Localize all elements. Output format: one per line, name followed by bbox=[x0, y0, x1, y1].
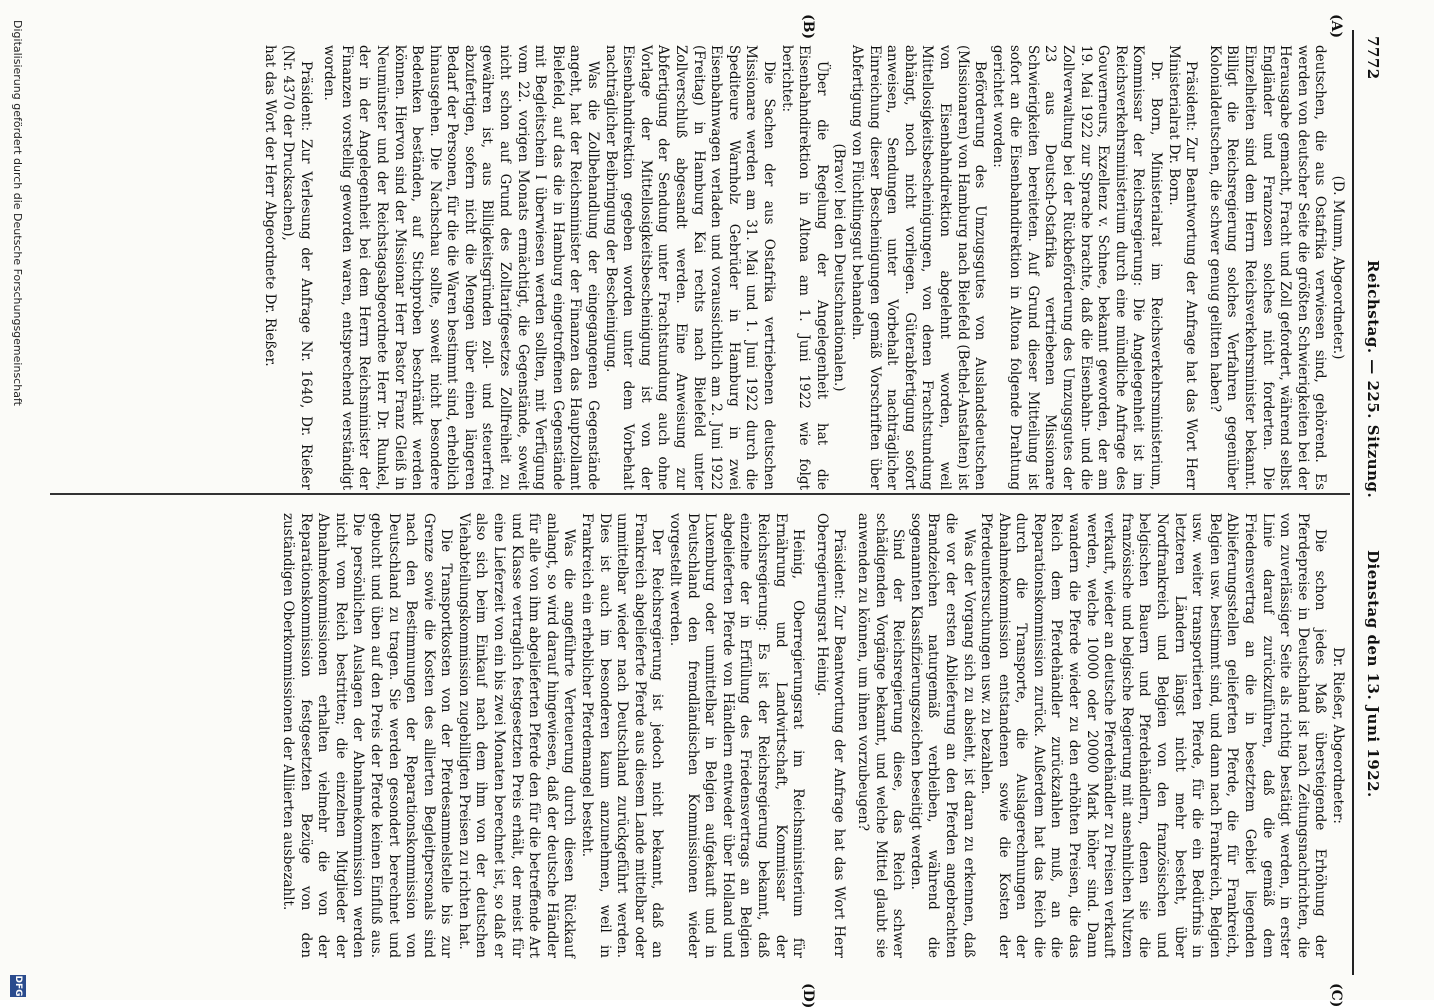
header-rule bbox=[1352, 30, 1354, 975]
paragraph: Was der Vorgang sich zu absieht, ist daran zu erkennen, daß die vor der ersten Ablieferung an den Pferden angebrachten Brandzeichen naturgemäß verbleiben, während die sogenannten Klassifizierungszeichen beseitigt werden. bbox=[907, 513, 977, 958]
paragraph: Über die Regelung der Angelegenheit hat die Eisenbahndirektion in Altona am 1. Juni 1922 wie folgt berichtet: bbox=[778, 45, 830, 490]
paragraph: hat das Wort der Herr Abgeordnete Dr. Rießer. bbox=[262, 45, 279, 367]
paragraph: Dr. Born, Ministerialrat im Reichsverkehrsministerium, Kommissar der Reichsregierung: Die Angelegenheit ist im Reichsverkehrsministerium durch eine mündliche Anfrage des Gouverneurs, Exzellenz v. Schnee, bekannt geworden, der am 19. Mai 1922 zur Sprache brachte, daß die Eisenbahn- und die Zollverwaltung bei der Rückbeförderung des Umzugsgutes der 23 aus Deutsch-Ostafrika vertriebenen Missionare Schwierigkeiten bereiteten. Auf Grund dieser Mitteilung ist sofort an die Eisenbahndirektion in Altona folgende Drahtung gerichtet worden: bbox=[989, 45, 1165, 490]
president-statement: Präsident: Zur Verlesung der Anfrage Nr. 1640, Dr. Rießer (Nr. 4370 der Drucksachen), bbox=[279, 45, 314, 490]
paragraph: Die Transportkosten von der Pferdesammelstelle bis zur Grenze sowie die Kosten des allierten Begleitpersonals sind nach den Bestimmungen der Reparationskommission von Deutschland zu tragen. Sie werden gesondert berechnet und gebucht und üben auf den Preis der Pferde keinen Einfluß aus. Die persönlichen Auslagen der Abnahmekommission werden nicht vom Reich bestritten; die einzelnen Mitglieder der Abnahmekommissionen erhalten vielmehr die von der Reparationskommission festgesetzten Bezüge von den zuständigen Oberkommissionen der Alliierten ausbezahlt. bbox=[279, 513, 455, 958]
margin-marker-a: (A) bbox=[1328, 14, 1344, 39]
interjection: (Bravo! bei den Deutschnationalen.) bbox=[831, 143, 848, 392]
paragraph: Was die Zollbehandlung der eingegangenen Gegenstände angeht, hat der Reichsminister der Finanzen das Hauptzollamt Bielefeld, auf das die in Hamburg eingetroffenen Gegenstände mit Begleitschein I überwiesen werden sollten, mit Verfügung vom 22. vorigen Monats ermächtigt, die Gegenstände, soweit nicht schon auf Grund des Zolltarifgesetzes Zollfreiheit zu gewähren ist, aus Billigkeitsgründen zoll- und steuerfrei abzufertigen, sofern nicht die Mengen über einen längeren Bedarf der Personen, für die die Waren bestimmt sind, erheblich hinausgehen. Die Nachschau sollte, soweit nicht besondere Bedenken beständen, auf Stichproben beschränkt werden können. Hiervon sind der Missionar Herr Pastor Franz Gleiß in Neumünster und der Reichstagsabgeordnete Herr Dr. Runkel, der in der Angelegenheit bei dem Herrn Reichsminister der Finanzen vorstellig geworden waren, entsprechend verständigt worden. bbox=[321, 45, 602, 490]
margin-marker-d: (D) bbox=[800, 983, 816, 1008]
margin-marker-c: (C) bbox=[1328, 983, 1344, 1008]
paragraph: Was die angeführte Verteuerung durch diesen Rückkauf anlangt, so wird darauf hingewiesen, daß der deutsche Händler für alle von ihm abgelieferten Pferde den für die betreffende Art und Klasse vertraglich festgesetzten Preis erhält, der meist für eine Lieferzeit von ein bis zwei Monaten berechnet ist, so daß er also sich beim Einkauf nach dem ihm von der deutschen Viehabteilungskommission zugebilligten Preisen zu richten hat. bbox=[455, 513, 578, 958]
page-header bbox=[1356, 30, 1382, 975]
digitization-footer bbox=[4, 0, 30, 1000]
paragraph: Der Reichsregierung ist jedoch nicht bekannt, daß an Frankreich abgelieferte Pferde aus diesem Lande mittelbar oder unmittelbar wieder nach Deutschland zurückgeführt werden. Dies ist auch im besonderen kaum anzunehmen, weil in Frankreich ein erheblicher Pferdemangel besteht. bbox=[579, 513, 666, 958]
session-date: Dienstag den 13. Juni 1922. bbox=[1364, 550, 1382, 798]
paragraph: Sind der Reichsregierung diese, das Reich schwer schädigenden Vorgänge bekannt, und welche Mittel glaubt sie anwenden zu können, um ihnen vorzubeugen? bbox=[854, 513, 907, 958]
report-quote: Die Sachen der aus Ostafrika vertriebenen deutschen Missionare werden am 31. Mai und 1. Juni 1922 durch die Spediteure Warnholz Gebrüder in Hamburg in zwei Eisenbahnwagen verladen und voraussichtlich am 2. Juni 1922 (Freitag) in Hamburg Kai rechts nach Bielefeld unter Zollverschluß abgesandt werden. Eine Anweisung zur Abfertigung der Sendung unter Frachtstundung auch ohne Vorlage der Mittellosigkeitsbescheinigung ist von der Eisenbahndirektion gegeben worden unter dem Vorbehalt nachträglicher Beibringung der Bescheinigung. bbox=[602, 45, 777, 490]
speaker-line: (D. Mumm, Abgeordneter.) bbox=[1330, 175, 1346, 360]
telegram-quote: Beförderung des Umzugsgutes von Auslandsdeutschen (Missionaren) von Hamburg nach Bielefeld (Bethel-Anstalten) ist von Eisenbahndirektion abgelehnt worden, weil Mittellosigkeitsbescheinigungen, von denen Frachtstundung abhängt, noch nicht vorliegen. Güterabfertigung sofort anweisen, Sendungen unter Vorbehalt nachträglicher Einreichung dieser Bescheinigungen gemäß Vorschriften über Abfertigung von Flüchtlingsgut behandeln. bbox=[848, 45, 989, 490]
speaker-line: Dr. Rießer, Abgeordneter: bbox=[1330, 647, 1346, 824]
column-divider bbox=[50, 493, 1350, 495]
margin-marker-b: (B) bbox=[800, 14, 816, 40]
paragraph: Die schon jedes Maß übersteigende Erhöhung der Pferdepreise in Deutschland ist nach Zeitungsnachrichten, die von zuverlässiger Seite als richtig bestätigt werden, in erster Linie darauf zurückzuführen, daß die gemäß dem Friedensvertrag an die in besetztem Gebiet liegenden Ablieferungsstellen gelieferten Pferde, die für Frankreich, Belgien usw. bestimmt sind, und dann nach Frankreich, Belgien usw. weiter transportierten Pferde, für die ein Bedürfnis in letzteren Ländern längst nicht mehr besteht, über Nordfrankreich und Belgien von den französischen und belgischen Bauern und Pferdehändlern, denen sie die französische und belgische Regierung mit ansehnlichen Nutzen verkauft, wieder an deutsche Pferdehändler zu Preisen verkauft werden, welche 10000 oder 20000 Mark höher sind. Dann wandern die Pferde wieder zu den erhöhten Preisen, die das Reich dem Pferdehändler zurückzahlen muß, an die Reparationskommission zurück. Außerdem hat das Reich die durch die Transporte, die Auslagerechnungen der Abnahmekommission entstandenen sowie die Kosten der Pferdeuntersuchungen usw. zu bezahlen. bbox=[978, 513, 1329, 958]
page-number: 7772 bbox=[1364, 36, 1382, 80]
paragraph: deutschen, die aus Ostafrika verwiesen sind, gehörend. Es werden von deutscher Seite die größten Schwierigkeiten bei der Herausgabe gemacht, Fracht und Zoll gefordert, während selbst Engländer und Franzosen solches nicht forderten. Die Einzelheiten sind dem Herrn Reichsverkehrsminister bekannt. Billigt die Reichsregierung solches Verfahren gegenüber Kolonialdeutschen, die schwer genug gelitten haben? bbox=[1206, 45, 1329, 490]
dfg-logo: DFG bbox=[10, 975, 26, 997]
president-statement: Präsident: Zur Beantwortung der Anfrage hat das Wort Herr Oberregierungsrat Heinig. bbox=[813, 513, 848, 958]
president-statement: Präsident: Zur Beantwortung der Anfrage hat das Wort Herr Ministerialrat Dr. Born. bbox=[1165, 45, 1200, 490]
paragraph: Heinig, Oberregierungsrat im Reichsministerium für Ernährung und Landwirtschaft, Kommissar der Reichsregierung: Es ist der Reichsregierung bekannt, daß einzelne der in Erfüllung des Friedensvertrags an Belgien abgelieferten Pferde von Händlern entweder über Holland und Luxemburg oder unmittelbar in Belgien aufgekauft und in Deutschland den fremdländischen Kommissionen wieder vorgestellt werden. bbox=[667, 513, 807, 958]
right-column bbox=[278, 513, 1346, 958]
footer-text: Digitalisierung gefördert durch die Deutsche Forschungsgemeinschaft bbox=[11, 20, 24, 406]
session-title: Reichstag. — 225. Sitzung. bbox=[1364, 260, 1382, 499]
left-column bbox=[261, 45, 1346, 490]
